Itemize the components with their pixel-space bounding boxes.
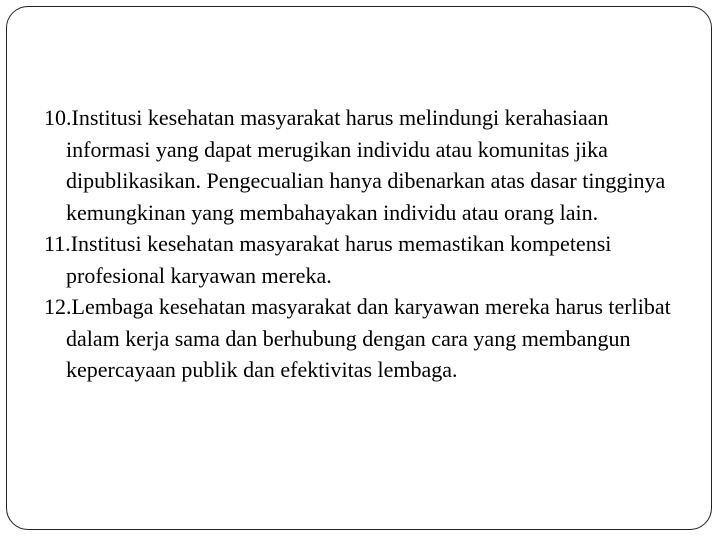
item-number: 10. [44,105,72,130]
item-text: Lembaga kesehatan masyarakat dan karyawan mereka harus terlibat dalam kerja sama dan berhubung dengan cara yang membangun kepercayaan publik dan efektivitas lembaga. [66,294,671,382]
item-number: 12. [44,294,72,319]
slide-content [44,102,694,386]
list-item [44,228,694,291]
item-text: Institusi kesehatan masyarakat harus memastikan kompetensi profesional karyawan mereka. [66,231,612,288]
item-text: Institusi kesehatan masyarakat harus melindungi kerahasiaan informasi yang dapat merugikan individu atau komunitas jika dipublikasikan. Pengecualian hanya dibenarkan atas dasar tingginya kemungkinan yang membahayakan individu atau orang lain. [66,105,666,225]
item-number: 11. [44,231,71,256]
list-item [44,291,694,386]
list-item [44,102,694,228]
